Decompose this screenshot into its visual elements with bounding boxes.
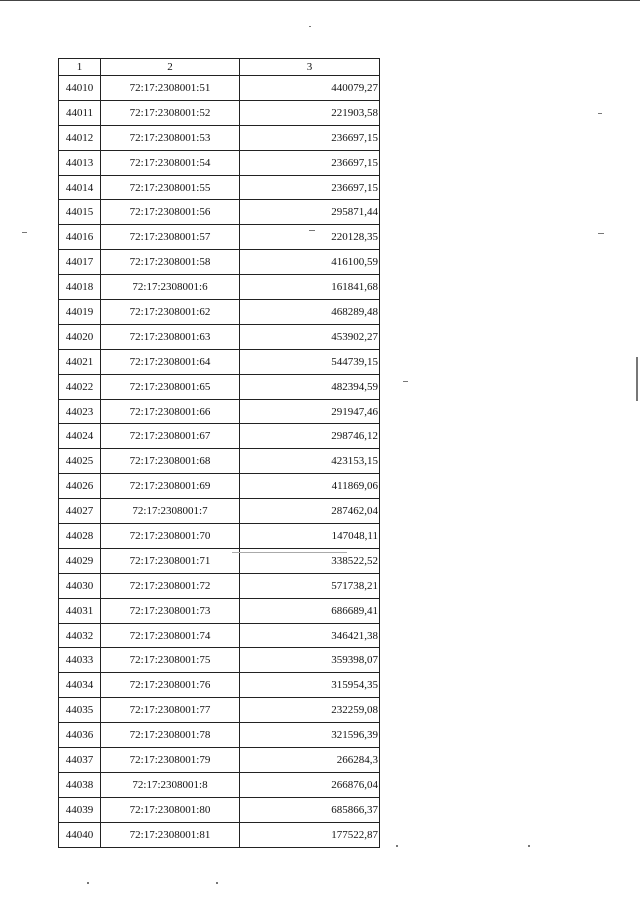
table-row <box>59 623 380 648</box>
value-cell: 321596,39 <box>240 723 380 748</box>
cadastral-number-cell: 72:17:2308001:63 <box>101 324 240 349</box>
cadastral-number-cell: 72:17:2308001:68 <box>101 449 240 474</box>
cadastral-number-cell: 72:17:2308001:6 <box>101 275 240 300</box>
cadastral-number-cell: 72:17:2308001:64 <box>101 349 240 374</box>
row-number-cell: 44020 <box>59 324 101 349</box>
cadastral-number-cell: 72:17:2308001:67 <box>101 424 240 449</box>
value-cell: 453902,27 <box>240 324 380 349</box>
cadastral-number-cell: 72:17:2308001:79 <box>101 748 240 773</box>
cadastral-number-cell: 72:17:2308001:57 <box>101 225 240 250</box>
cadastral-number-cell: 72:17:2308001:81 <box>101 822 240 847</box>
value-cell: 287462,04 <box>240 499 380 524</box>
table-body <box>59 76 380 848</box>
row-number-cell: 44018 <box>59 275 101 300</box>
row-number-cell: 44017 <box>59 250 101 275</box>
value-cell: 291947,46 <box>240 399 380 424</box>
table-row <box>59 324 380 349</box>
row-number-cell: 44024 <box>59 424 101 449</box>
value-cell: 236697,15 <box>240 125 380 150</box>
value-cell: 411869,06 <box>240 474 380 499</box>
cadastral-number-cell: 72:17:2308001:56 <box>101 200 240 225</box>
table-row <box>59 573 380 598</box>
row-number-cell: 44014 <box>59 175 101 200</box>
row-number-cell: 44013 <box>59 150 101 175</box>
table-row <box>59 499 380 524</box>
row-number-cell: 44023 <box>59 399 101 424</box>
row-number-cell: 44016 <box>59 225 101 250</box>
table-row <box>59 648 380 673</box>
cadastral-number-cell: 72:17:2308001:70 <box>101 524 240 549</box>
scan-speck <box>232 552 347 553</box>
table-row <box>59 275 380 300</box>
table-row <box>59 300 380 325</box>
table-row <box>59 125 380 150</box>
row-number-cell: 44036 <box>59 723 101 748</box>
row-number-cell: 44019 <box>59 300 101 325</box>
table-row <box>59 424 380 449</box>
cadastral-value-table <box>58 58 380 848</box>
cadastral-number-cell: 72:17:2308001:73 <box>101 598 240 623</box>
value-cell: 266284,3 <box>240 748 380 773</box>
table-row <box>59 474 380 499</box>
table-row <box>59 349 380 374</box>
value-cell: 482394,59 <box>240 374 380 399</box>
cadastral-number-cell: 72:17:2308001:75 <box>101 648 240 673</box>
value-cell: 161841,68 <box>240 275 380 300</box>
value-cell: 236697,15 <box>240 175 380 200</box>
row-number-cell: 44015 <box>59 200 101 225</box>
table-row <box>59 76 380 101</box>
scan-speck <box>598 113 602 114</box>
value-cell: 295871,44 <box>240 200 380 225</box>
row-number-cell: 44035 <box>59 698 101 723</box>
row-number-cell: 44026 <box>59 474 101 499</box>
value-cell: 416100,59 <box>240 250 380 275</box>
value-cell: 346421,38 <box>240 623 380 648</box>
row-number-cell: 44031 <box>59 598 101 623</box>
cadastral-number-cell: 72:17:2308001:8 <box>101 772 240 797</box>
cadastral-number-cell: 72:17:2308001:55 <box>101 175 240 200</box>
table-row <box>59 698 380 723</box>
value-cell: 685866,37 <box>240 797 380 822</box>
row-number-cell: 44039 <box>59 797 101 822</box>
table-row <box>59 748 380 773</box>
row-number-cell: 44012 <box>59 125 101 150</box>
value-cell: 571738,21 <box>240 573 380 598</box>
row-number-cell: 44028 <box>59 524 101 549</box>
cadastral-number-cell: 72:17:2308001:72 <box>101 573 240 598</box>
cadastral-number-cell: 72:17:2308001:54 <box>101 150 240 175</box>
table-row <box>59 150 380 175</box>
row-number-cell: 44025 <box>59 449 101 474</box>
row-number-cell: 44038 <box>59 772 101 797</box>
table-row <box>59 399 380 424</box>
table-row <box>59 723 380 748</box>
scan-speck <box>216 882 218 884</box>
row-number-cell: 44010 <box>59 76 101 101</box>
row-number-cell: 44021 <box>59 349 101 374</box>
value-cell: 232259,08 <box>240 698 380 723</box>
row-number-cell: 44030 <box>59 573 101 598</box>
value-cell: 359398,07 <box>240 648 380 673</box>
table-header-row <box>59 59 380 76</box>
cadastral-number-cell: 72:17:2308001:76 <box>101 673 240 698</box>
cadastral-number-cell: 72:17:2308001:58 <box>101 250 240 275</box>
cadastral-number-cell: 72:17:2308001:74 <box>101 623 240 648</box>
table-row <box>59 822 380 847</box>
value-cell: 423153,15 <box>240 449 380 474</box>
scan-speck <box>309 230 315 231</box>
row-number-cell: 44022 <box>59 374 101 399</box>
scan-speck <box>403 381 408 382</box>
row-number-cell: 44032 <box>59 623 101 648</box>
scan-speck <box>528 845 530 847</box>
table-row <box>59 797 380 822</box>
row-number-cell: 44034 <box>59 673 101 698</box>
row-number-cell: 44040 <box>59 822 101 847</box>
row-number-cell: 44033 <box>59 648 101 673</box>
cadastral-number-cell: 72:17:2308001:7 <box>101 499 240 524</box>
cadastral-number-cell: 72:17:2308001:53 <box>101 125 240 150</box>
value-cell: 266876,04 <box>240 772 380 797</box>
table-row <box>59 225 380 250</box>
table-row <box>59 598 380 623</box>
row-number-cell: 44037 <box>59 748 101 773</box>
table-row <box>59 673 380 698</box>
table-row <box>59 100 380 125</box>
table-row <box>59 175 380 200</box>
cadastral-number-cell: 72:17:2308001:69 <box>101 474 240 499</box>
table-row <box>59 449 380 474</box>
value-cell: 221903,58 <box>240 100 380 125</box>
scan-speck <box>598 233 604 234</box>
column-header-1: 1 <box>59 59 101 76</box>
table-row <box>59 250 380 275</box>
cadastral-number-cell: 72:17:2308001:80 <box>101 797 240 822</box>
value-cell: 315954,35 <box>240 673 380 698</box>
table-row <box>59 374 380 399</box>
cadastral-number-cell: 72:17:2308001:71 <box>101 548 240 573</box>
table-row <box>59 200 380 225</box>
value-cell: 298746,12 <box>240 424 380 449</box>
cadastral-table-container <box>58 58 379 848</box>
scan-top-edge <box>0 0 640 1</box>
table-row <box>59 772 380 797</box>
row-number-cell: 44027 <box>59 499 101 524</box>
cadastral-number-cell: 72:17:2308001:78 <box>101 723 240 748</box>
column-header-2: 2 <box>101 59 240 76</box>
cadastral-number-cell: 72:17:2308001:77 <box>101 698 240 723</box>
cadastral-number-cell: 72:17:2308001:51 <box>101 76 240 101</box>
value-cell: 686689,41 <box>240 598 380 623</box>
value-cell: 544739,15 <box>240 349 380 374</box>
scan-speck <box>22 232 27 233</box>
cadastral-number-cell: 72:17:2308001:52 <box>101 100 240 125</box>
row-number-cell: 44011 <box>59 100 101 125</box>
value-cell: 236697,15 <box>240 150 380 175</box>
value-cell: 147048,11 <box>240 524 380 549</box>
value-cell: 338522,52 <box>240 548 380 573</box>
value-cell: 440079,27 <box>240 76 380 101</box>
scan-speck <box>396 845 398 847</box>
row-number-cell: 44029 <box>59 548 101 573</box>
value-cell: 177522,87 <box>240 822 380 847</box>
cadastral-number-cell: 72:17:2308001:66 <box>101 399 240 424</box>
value-cell: 220128,35 <box>240 225 380 250</box>
column-header-3: 3 <box>240 59 380 76</box>
cadastral-number-cell: 72:17:2308001:65 <box>101 374 240 399</box>
value-cell: 468289,48 <box>240 300 380 325</box>
scan-speck <box>636 357 638 401</box>
cadastral-number-cell: 72:17:2308001:62 <box>101 300 240 325</box>
scan-speck <box>87 882 89 884</box>
scan-speck <box>309 26 311 27</box>
table-row <box>59 524 380 549</box>
